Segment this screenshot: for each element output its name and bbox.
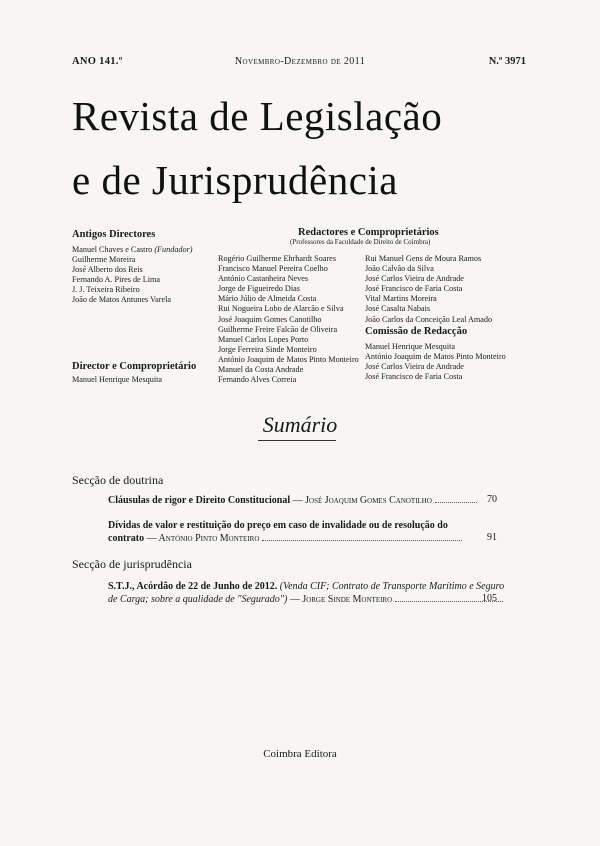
- list-item: Fernando Alves Correia: [218, 375, 297, 385]
- antigos-directores-list: [72, 245, 193, 306]
- list-item: José Carlos Vieira de Andrade: [365, 362, 464, 372]
- toc-entry-2-title-line-1: Dívidas de valor e restituição do preço em caso de invalidade ou de resolução do: [108, 520, 448, 531]
- sumario-underline: [258, 440, 336, 441]
- list-item: Vital Martins Moreira: [365, 294, 437, 304]
- list-item: José Francisco de Faria Costa: [365, 372, 463, 382]
- sumario-heading: Sumário: [262, 412, 338, 437]
- toc-entry-3-court: S.T.J., Acórdão de 22 de Junho de 2012.: [108, 581, 278, 592]
- list-item: Fernando A. Pires de Lima: [72, 275, 160, 285]
- list-item: José Joaquim Gomes Canotilho: [218, 314, 322, 324]
- list-item: António Castanheira Neves: [218, 274, 309, 284]
- list-item: Rogério Guilherme Ehrhardt Soares: [218, 254, 337, 263]
- list-item: Manuel Carlos Lopes Porto: [218, 334, 309, 344]
- toc-entry-2-title-line-2: contrato: [108, 533, 145, 544]
- list-item: Manuel Henrique Mesquita: [365, 342, 456, 351]
- list-item: João Carlos da Conceição Leal Amado: [365, 314, 493, 324]
- toc-entry-3-desc-line-2: de Carga; sobre a qualidade de "Segurado"): [108, 594, 288, 605]
- director-name: Manuel Henrique Mesquita: [72, 375, 163, 384]
- journal-title-line-2: e de Jurisprudência: [72, 157, 398, 203]
- redactores-heading: Redactores e Comproprietários: [298, 227, 439, 238]
- toc-entry-3-author: — Jorge Sinde Monteiro: [289, 594, 393, 605]
- toc-entry-3[interactable]: [108, 580, 503, 606]
- list-item: José Alberto dos Reis: [72, 265, 143, 275]
- issue-number: N.º 3971: [488, 56, 526, 67]
- toc-entry-1-page: 70: [487, 494, 497, 505]
- toc-entry-2-author: — António Pinto Monteiro: [146, 533, 260, 544]
- volume-year: ANO 141.º: [72, 56, 123, 67]
- list-item: Jorge de Figueiredo Dias: [218, 284, 300, 294]
- comissao-heading: Comissão de Redacção: [365, 326, 468, 337]
- list-item: Mário Júlio de Almeida Costa: [218, 294, 317, 304]
- journal-title-line-1: Revista de Legislação: [72, 93, 443, 139]
- director-heading: Director e Comproprietário: [72, 361, 197, 372]
- list-item: José Francisco de Faria Costa: [365, 284, 463, 294]
- toc-entry-1-author: — José Joaquim Gomes Canotilho: [292, 495, 432, 506]
- comissao-list: [365, 342, 506, 382]
- antigos-directores-heading: Antigos Directores: [72, 229, 156, 240]
- section-doutrina-heading: Secção de doutrina: [72, 473, 164, 487]
- list-item: João de Matos Antunes Varela: [72, 295, 171, 305]
- list-item: Guilherme Moreira: [72, 255, 136, 265]
- section-jurisprudencia-heading: Secção de jurisprudência: [72, 557, 192, 571]
- toc-entry-1-title: Cláusulas de rigor e Direito Constitucional: [108, 495, 291, 506]
- toc-entry-3-page: 105: [482, 593, 497, 604]
- list-item: Francisco Manuel Pereira Coelho: [218, 264, 328, 274]
- list-item: António Joaquim de Matos Pinto Monteiro: [365, 352, 506, 362]
- redactores-subheading: (Professores da Faculdade de Direito de Coimbra): [290, 238, 431, 246]
- list-item: João Calvão da Silva: [365, 264, 434, 274]
- list-item: Rui Nogueira Lobo de Alarcão e Silva: [218, 304, 344, 314]
- toc-entry-2-page: 91: [487, 532, 497, 543]
- redactores-list-column-1: [218, 254, 359, 385]
- redactores-list-column-2: [365, 254, 492, 325]
- list-item: Manuel Chaves e Castro (Fundador): [72, 245, 193, 254]
- list-item: António Joaquim de Matos Pinto Monteiro: [218, 354, 359, 364]
- leader-dots: [435, 502, 477, 503]
- leader-dots: [262, 540, 462, 541]
- issue-date: Novembro-Dezembro de 2011: [234, 56, 366, 67]
- list-item: J. J. Teixeira Ribeiro: [72, 285, 140, 295]
- toc-entry-3-desc-line-1: (Venda CIF; Contrato de Transporte Marítimo e Seguro: [279, 581, 505, 592]
- toc-entry-1[interactable]: [108, 494, 508, 507]
- list-item: Guilherme Freire Falcão de Oliveira: [218, 324, 338, 334]
- list-item: Jorge Ferreira Sinde Monteiro: [218, 344, 317, 354]
- list-item: José Casalta Nabais: [365, 304, 431, 314]
- toc-entry-2[interactable]: [108, 519, 498, 545]
- list-item: Rui Manuel Gens de Moura Ramos: [365, 254, 482, 263]
- list-item: Manuel da Costa Andrade: [218, 365, 304, 375]
- list-item: José Carlos Vieira de Andrade: [365, 274, 464, 284]
- publisher-name: Coimbra Editora: [263, 748, 337, 760]
